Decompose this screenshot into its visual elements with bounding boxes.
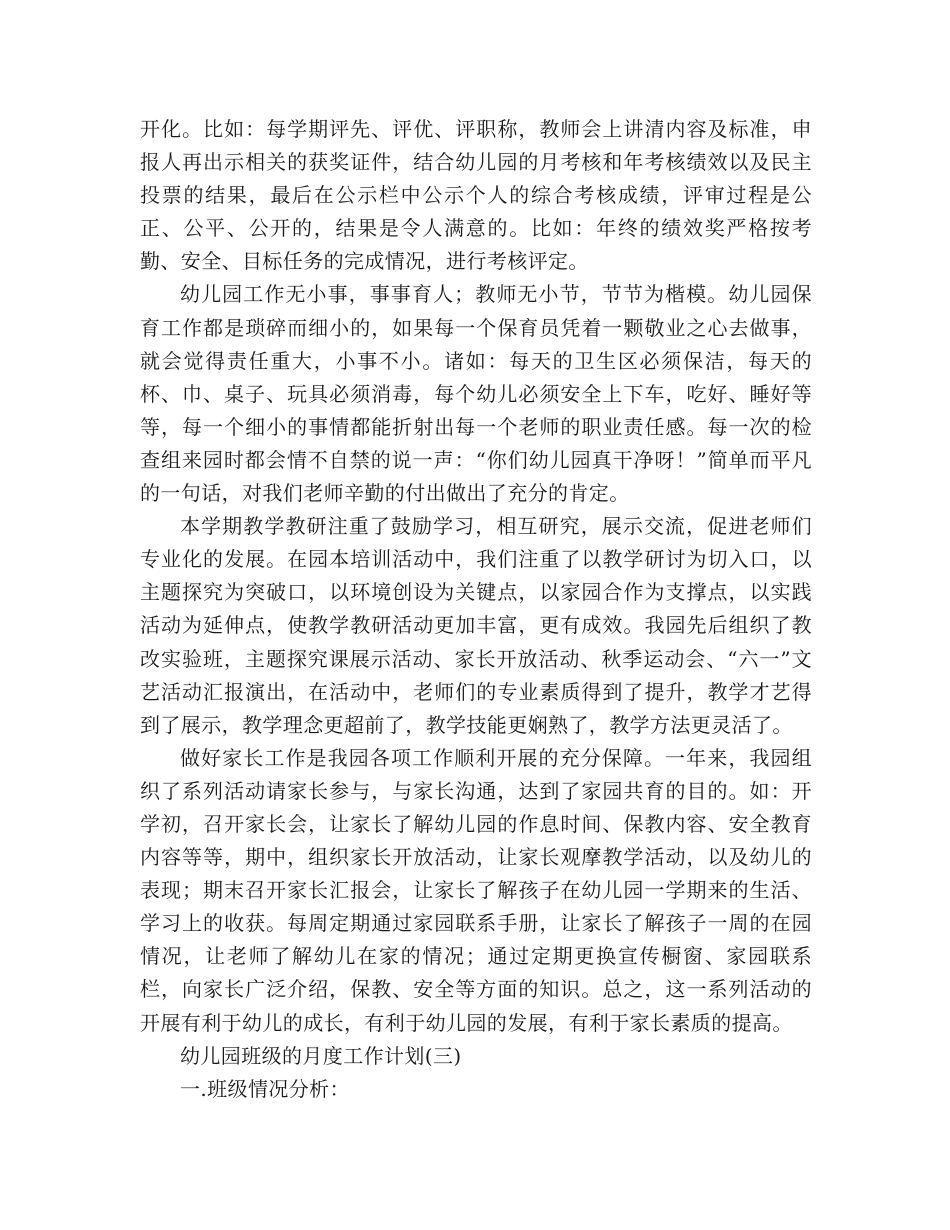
section-heading-monthly-plan: 幼儿园班级的月度工作计划(三) [180,1043,462,1068]
document-body [140,113,812,1106]
paragraph-parent-work: 做好家长工作是我园各项工作顺利开展的充分保障。一年来，我园组织了系列活动请家长参与，与家长沟通，达到了家园共育的目的。如：开学初，召开家长会，让家长了解幼儿园的作息时间、保教内容、安全教育内容等等，期中，组织家长开放活动，让家长观摩教学活动，以及幼儿的表现；期末召开家长汇报会，让家长了解孩子在幼儿园一学期来的生活、学习上的收获。每周定期通过家园联系手册，让家长了解孩子一周的在园情况，让老师了解幼儿在家的情况；通过定期更换宣传橱窗、家园联系栏，向家长广泛介绍，保教、安全等方面的知识。总之，这一系列活动的开展有利于幼儿的成长，有利于幼儿园的发展，有利于家长素质的提高。 [140,745,812,1035]
paragraph-teaching-research: 本学期教学教研注重了鼓励学习，相互研究，展示交流，促进老师们专业化的发展。在园本培训活动中，我们注重了以教学研讨为切入口，以主题探究为突破口，以环境创设为关键点，以家园合作为支撑点，以实践活动为延伸点，使教学教研活动更加丰富，更有成效。我园先后组织了教改实验班，主题探究课展示活动、家长开放活动、秋季运动会、“六一”文艺活动汇报演出，在活动中，老师们的专业素质得到了提升，教学才艺得到了展示，教学理念更超前了，教学技能更娴熟了，教学方法更灵活了。 [140,514,812,737]
paragraph-evaluation-continued: 开化。比如：每学期评先、评优、评职称，教师会上讲清内容及标准，申报人再出示相关的获奖证件，结合幼儿园的月考核和年考核绩效以及民主投票的结果，最后在公示栏中公示个人的综合考核成绩，评审过程是公正、公平、公开的，结果是令人满意的。比如：年终的绩效奖严格按考勤、安全、目标任务的完成情况，进行考核评定。 [140,117,812,274]
subheading-class-analysis: 一.班级情况分析： [180,1076,350,1101]
paragraph-care-work: 幼儿园工作无小事，事事育人；教师无小节，节节为楷模。幼儿园保育工作都是琐碎而细小的，如果每一个保育员凭着一颗敬业之心去做事，就会觉得责任重大，小事不小。诸如：每天的卫生区必须保洁，每天的杯、巾、桌子、玩具必须消毒，每个幼儿必须安全上下车，吃好、睡好等等，每一个细小的事情都能折射出每一个老师的职业责任感。每一次的检查组来园时都会情不自禁的说一声：“你们幼儿园真干净呀！”简单而平凡的一句话，对我们老师辛勤的付出做出了充分的肯定。 [140,282,812,506]
